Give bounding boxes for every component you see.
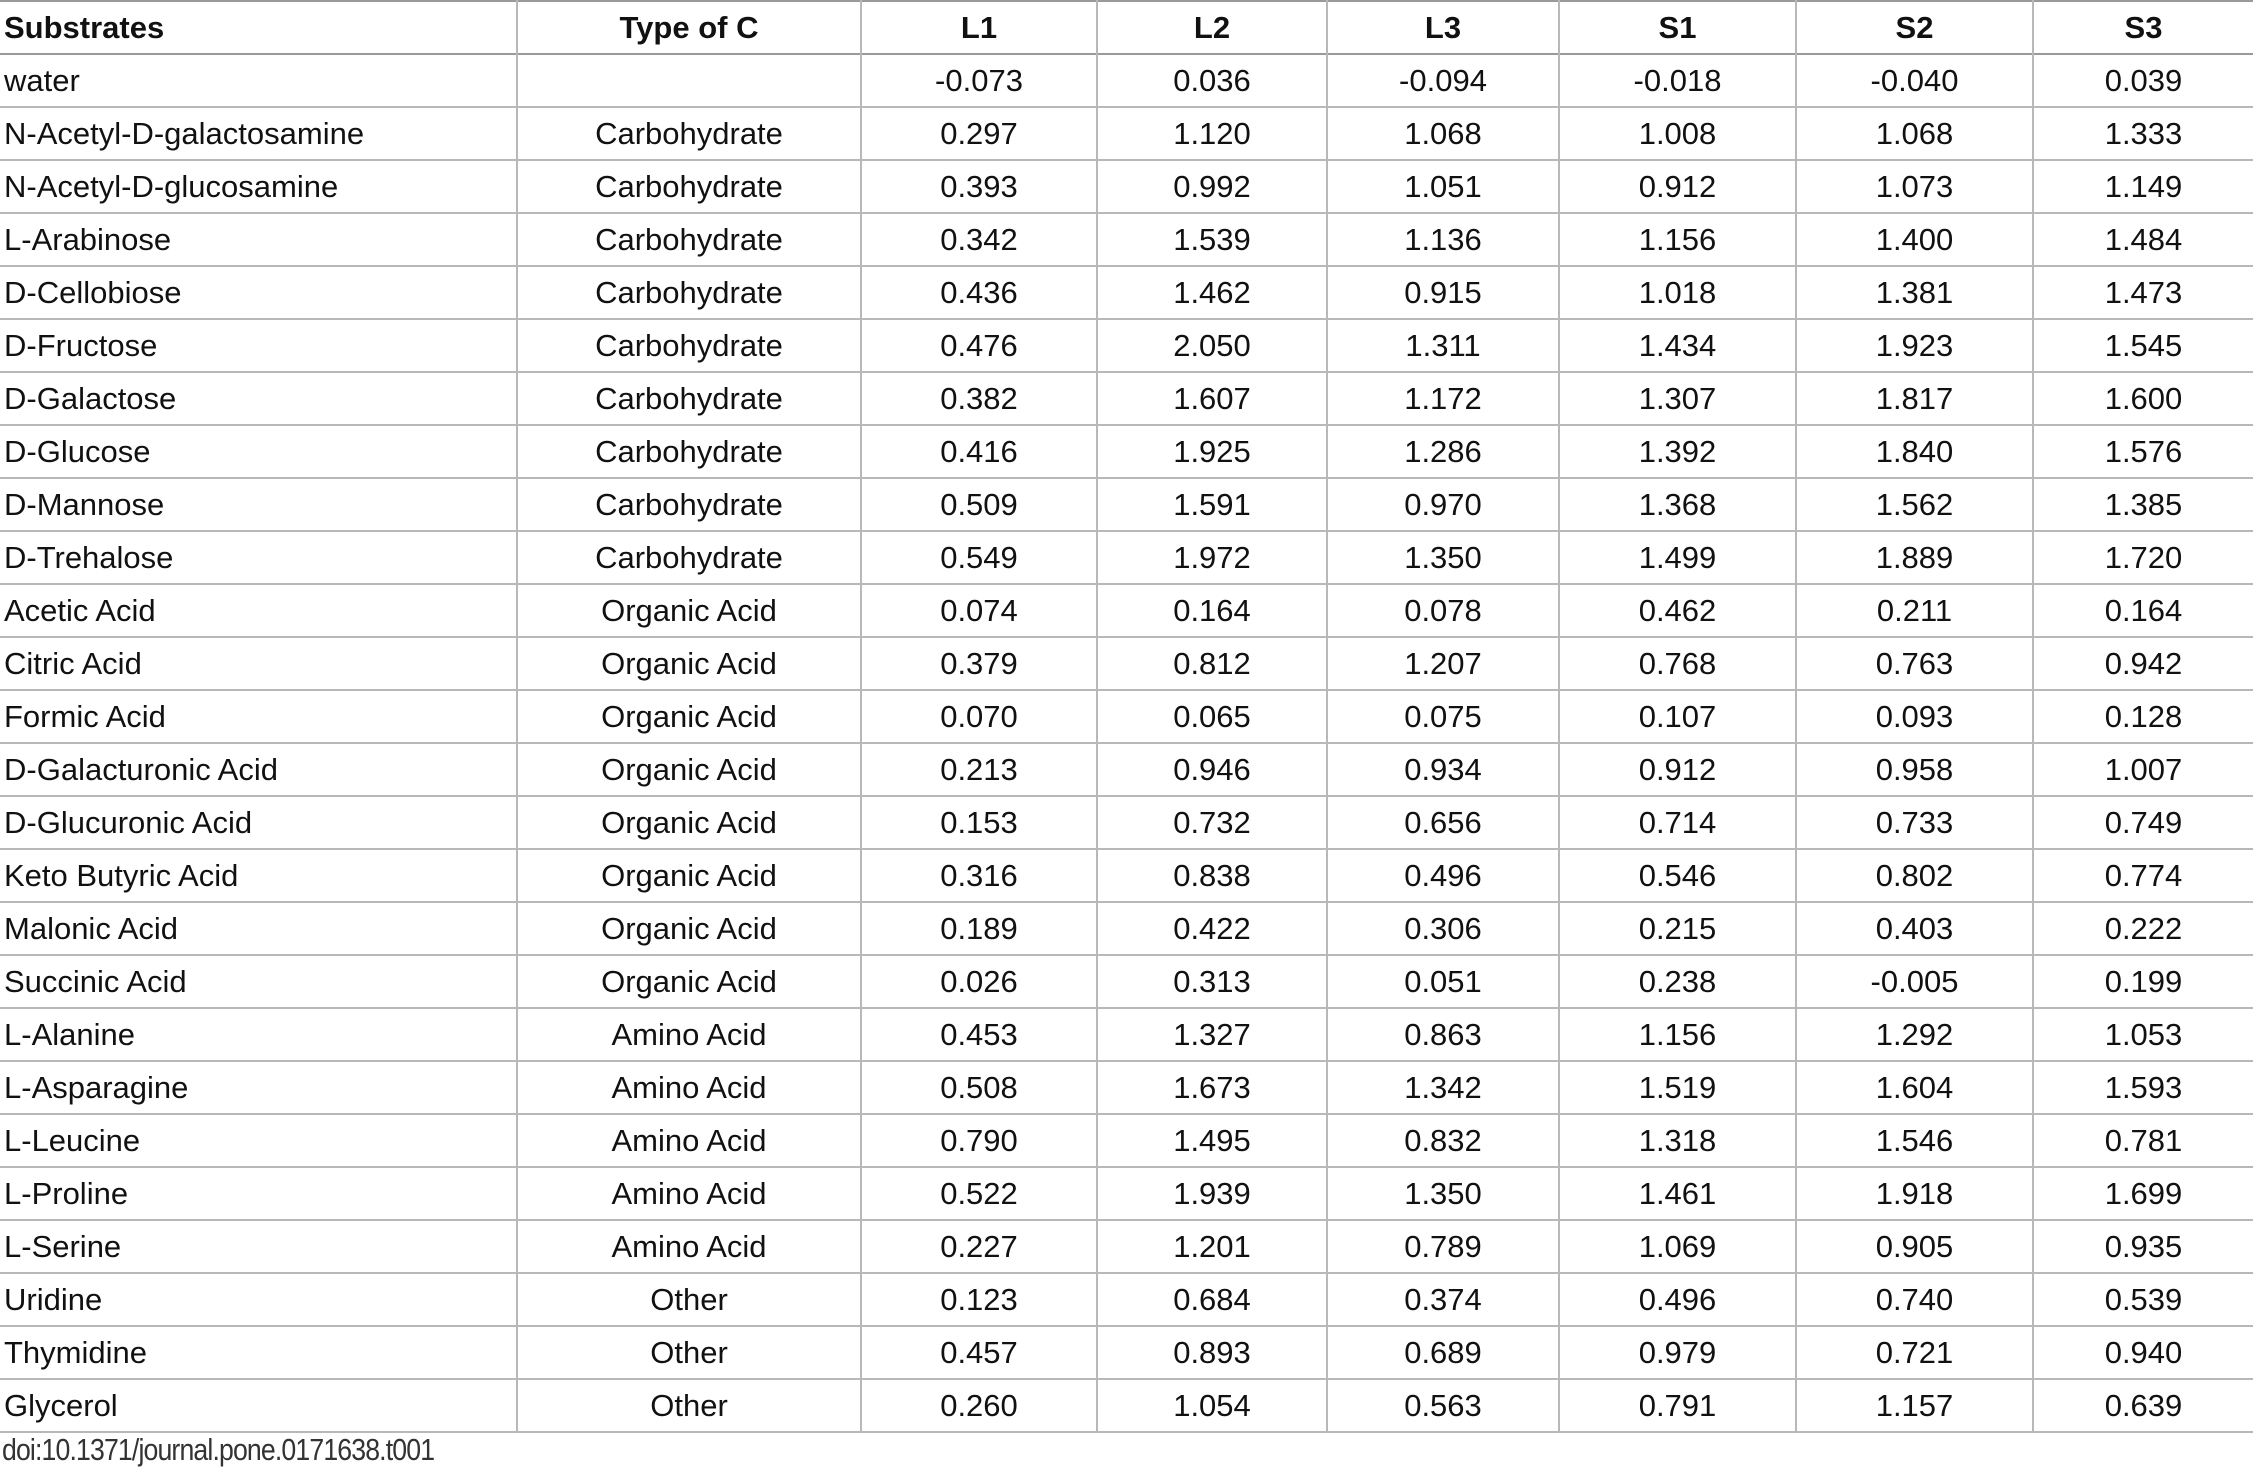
s2-cell: 1.068 [1796,107,2033,160]
l1-cell: 0.189 [861,902,1097,955]
table-row [0,1061,2253,1114]
table-row [0,796,2253,849]
substrate-cell: L-Serine [0,1220,517,1273]
s3-cell: 0.128 [2033,690,2253,743]
s2-cell: 1.400 [1796,213,2033,266]
s2-cell: 1.292 [1796,1008,2033,1061]
substrate-cell: L-Proline [0,1167,517,1220]
s2-cell: 1.817 [1796,372,2033,425]
l1-cell: 0.074 [861,584,1097,637]
l2-cell: 1.054 [1097,1379,1327,1432]
l1-cell: 0.316 [861,849,1097,902]
s1-cell: 0.791 [1559,1379,1796,1432]
l3-cell: 0.689 [1327,1326,1559,1379]
substrate-cell: Formic Acid [0,690,517,743]
substrate-cell: D-Galactose [0,372,517,425]
table-row [0,1326,2253,1379]
l3-cell: 0.915 [1327,266,1559,319]
substrate-cell: Citric Acid [0,637,517,690]
l1-cell: 0.508 [861,1061,1097,1114]
l1-cell: 0.227 [861,1220,1097,1273]
l2-cell: 1.591 [1097,478,1327,531]
s2-cell: 0.905 [1796,1220,2033,1273]
l3-cell: 0.051 [1327,955,1559,1008]
table-row [0,743,2253,796]
table-row [0,637,2253,690]
s1-cell: 0.979 [1559,1326,1796,1379]
l2-cell: 0.838 [1097,849,1327,902]
s3-cell: 1.699 [2033,1167,2253,1220]
type-cell: Organic Acid [517,796,861,849]
s2-cell: 0.763 [1796,637,2033,690]
l3-cell: 1.051 [1327,160,1559,213]
s2-cell: 0.211 [1796,584,2033,637]
table-row [0,213,2253,266]
l1-cell: 0.297 [861,107,1097,160]
s2-cell: 1.562 [1796,478,2033,531]
s2-cell: 1.889 [1796,531,2033,584]
s2-cell: 1.840 [1796,425,2033,478]
table-row [0,160,2253,213]
type-cell: Amino Acid [517,1220,861,1273]
substrate-cell: Acetic Acid [0,584,517,637]
s1-cell: 0.215 [1559,902,1796,955]
header-s3: S3 [2033,1,2253,54]
type-cell [517,54,861,107]
l1-cell: -0.073 [861,54,1097,107]
l3-cell: 0.306 [1327,902,1559,955]
type-cell: Carbohydrate [517,213,861,266]
header-substrates: Substrates [0,1,517,54]
substrate-cell: D-Galacturonic Acid [0,743,517,796]
l3-cell: 1.172 [1327,372,1559,425]
s1-cell: 1.434 [1559,319,1796,372]
l2-cell: 1.462 [1097,266,1327,319]
l3-cell: 1.311 [1327,319,1559,372]
table-row [0,1167,2253,1220]
s3-cell: 1.720 [2033,531,2253,584]
s3-cell: 0.639 [2033,1379,2253,1432]
substrate-cell: D-Glucuronic Acid [0,796,517,849]
s2-cell: 0.733 [1796,796,2033,849]
l2-cell: 0.036 [1097,54,1327,107]
l3-cell: 1.207 [1327,637,1559,690]
header-type-of-c: Type of C [517,1,861,54]
type-cell: Organic Acid [517,637,861,690]
l3-cell: 0.656 [1327,796,1559,849]
s1-cell: 1.519 [1559,1061,1796,1114]
l3-cell: 0.078 [1327,584,1559,637]
l2-cell: 1.495 [1097,1114,1327,1167]
l1-cell: 0.379 [861,637,1097,690]
l3-cell: 0.970 [1327,478,1559,531]
substrate-cell: Keto Butyric Acid [0,849,517,902]
l1-cell: 0.260 [861,1379,1097,1432]
s3-cell: 0.781 [2033,1114,2253,1167]
s1-cell: 0.912 [1559,160,1796,213]
s2-cell: 0.740 [1796,1273,2033,1326]
type-cell: Other [517,1326,861,1379]
type-cell: Amino Acid [517,1061,861,1114]
table-row [0,1273,2253,1326]
header-s1: S1 [1559,1,1796,54]
substrate-cell: N-Acetyl-D-galactosamine [0,107,517,160]
s3-cell: 1.053 [2033,1008,2253,1061]
l1-cell: 0.123 [861,1273,1097,1326]
table-row [0,1008,2253,1061]
substrate-cell: D-Fructose [0,319,517,372]
table-row [0,319,2253,372]
table-row [0,107,2253,160]
l3-cell: 1.342 [1327,1061,1559,1114]
type-cell: Carbohydrate [517,372,861,425]
l2-cell: 0.812 [1097,637,1327,690]
s1-cell: 1.307 [1559,372,1796,425]
table-row [0,425,2253,478]
header-l2: L2 [1097,1,1327,54]
l2-cell: 1.925 [1097,425,1327,478]
substrate-cell: D-Trehalose [0,531,517,584]
l3-cell: 0.374 [1327,1273,1559,1326]
l1-cell: 0.416 [861,425,1097,478]
s3-cell: 0.039 [2033,54,2253,107]
table-row [0,690,2253,743]
l2-cell: 0.946 [1097,743,1327,796]
l3-cell: 1.286 [1327,425,1559,478]
l2-cell: 1.327 [1097,1008,1327,1061]
s2-cell: 1.381 [1796,266,2033,319]
substrate-cell: L-Arabinose [0,213,517,266]
table-row [0,531,2253,584]
type-cell: Other [517,1273,861,1326]
table-row [0,955,2253,1008]
s3-cell: 1.149 [2033,160,2253,213]
s1-cell: 1.156 [1559,213,1796,266]
s1-cell: 0.462 [1559,584,1796,637]
s2-cell: 1.604 [1796,1061,2033,1114]
s3-cell: 1.593 [2033,1061,2253,1114]
s1-cell: 0.714 [1559,796,1796,849]
s3-cell: 0.940 [2033,1326,2253,1379]
s2-cell: 0.958 [1796,743,2033,796]
s3-cell: 0.942 [2033,637,2253,690]
s3-cell: 1.333 [2033,107,2253,160]
substrate-cell: Uridine [0,1273,517,1326]
s2-cell: 0.721 [1796,1326,2033,1379]
l1-cell: 0.393 [861,160,1097,213]
type-cell: Carbohydrate [517,319,861,372]
substrate-cell: L-Alanine [0,1008,517,1061]
l2-cell: 0.732 [1097,796,1327,849]
l3-cell: 1.068 [1327,107,1559,160]
s3-cell: 1.385 [2033,478,2253,531]
table-header-row [0,1,2253,54]
substrate-cell: Succinic Acid [0,955,517,1008]
type-cell: Organic Acid [517,584,861,637]
table-row [0,1114,2253,1167]
l2-cell: 2.050 [1097,319,1327,372]
doi-caption: doi:10.1371/journal.pone.0171638.t001 [2,1432,435,1467]
l1-cell: 0.436 [861,266,1097,319]
l2-cell: 1.539 [1097,213,1327,266]
s1-cell: 0.107 [1559,690,1796,743]
type-cell: Organic Acid [517,690,861,743]
l2-cell: 0.893 [1097,1326,1327,1379]
l3-cell: 1.350 [1327,1167,1559,1220]
table-row [0,266,2253,319]
l2-cell: 0.065 [1097,690,1327,743]
s1-cell: 1.499 [1559,531,1796,584]
s1-cell: 1.008 [1559,107,1796,160]
type-cell: Organic Acid [517,743,861,796]
substrate-cell: Thymidine [0,1326,517,1379]
type-cell: Carbohydrate [517,425,861,478]
substrate-cell: L-Leucine [0,1114,517,1167]
s1-cell: 1.018 [1559,266,1796,319]
type-cell: Organic Acid [517,955,861,1008]
s2-cell: -0.040 [1796,54,2033,107]
s3-cell: 0.222 [2033,902,2253,955]
s1-cell: 0.546 [1559,849,1796,902]
substrate-cell: D-Cellobiose [0,266,517,319]
s1-cell: 0.912 [1559,743,1796,796]
s1-cell: 1.368 [1559,478,1796,531]
s3-cell: 0.935 [2033,1220,2253,1273]
substrate-cell: D-Mannose [0,478,517,531]
s2-cell: 1.918 [1796,1167,2033,1220]
l2-cell: 1.673 [1097,1061,1327,1114]
type-cell: Other [517,1379,861,1432]
l2-cell: 1.607 [1097,372,1327,425]
s2-cell: 0.802 [1796,849,2033,902]
l2-cell: 0.422 [1097,902,1327,955]
s2-cell: -0.005 [1796,955,2033,1008]
table-row [0,372,2253,425]
s1-cell: 1.069 [1559,1220,1796,1273]
l2-cell: 1.120 [1097,107,1327,160]
substrate-cell: N-Acetyl-D-glucosamine [0,160,517,213]
l1-cell: 0.026 [861,955,1097,1008]
s1-cell: 0.238 [1559,955,1796,1008]
s1-cell: 1.392 [1559,425,1796,478]
l2-cell: 0.684 [1097,1273,1327,1326]
s1-cell: -0.018 [1559,54,1796,107]
l2-cell: 1.972 [1097,531,1327,584]
header-l1: L1 [861,1,1097,54]
table-row [0,849,2253,902]
l3-cell: 0.863 [1327,1008,1559,1061]
l2-cell: 0.313 [1097,955,1327,1008]
s3-cell: 0.539 [2033,1273,2253,1326]
l3-cell: 0.563 [1327,1379,1559,1432]
type-cell: Carbohydrate [517,160,861,213]
l1-cell: 0.457 [861,1326,1097,1379]
type-cell: Organic Acid [517,902,861,955]
s2-cell: 1.157 [1796,1379,2033,1432]
substrate-cell: Glycerol [0,1379,517,1432]
s3-cell: 0.749 [2033,796,2253,849]
l2-cell: 0.992 [1097,160,1327,213]
l3-cell: 1.136 [1327,213,1559,266]
l3-cell: 0.934 [1327,743,1559,796]
header-l3: L3 [1327,1,1559,54]
table-row [0,478,2253,531]
s2-cell: 1.923 [1796,319,2033,372]
s3-cell: 0.774 [2033,849,2253,902]
l2-cell: 1.939 [1097,1167,1327,1220]
table-row [0,1220,2253,1273]
type-cell: Carbohydrate [517,478,861,531]
s1-cell: 1.461 [1559,1167,1796,1220]
l1-cell: 0.453 [861,1008,1097,1061]
substrate-cell: L-Asparagine [0,1061,517,1114]
l1-cell: 0.213 [861,743,1097,796]
l3-cell: 0.075 [1327,690,1559,743]
table-body [0,54,2253,1432]
substrate-cell: water [0,54,517,107]
l3-cell: 0.832 [1327,1114,1559,1167]
l3-cell: 0.789 [1327,1220,1559,1273]
s1-cell: 1.318 [1559,1114,1796,1167]
type-cell: Amino Acid [517,1167,861,1220]
s3-cell: 1.007 [2033,743,2253,796]
type-cell: Carbohydrate [517,531,861,584]
type-cell: Carbohydrate [517,107,861,160]
l1-cell: 0.549 [861,531,1097,584]
substrate-cell: Malonic Acid [0,902,517,955]
table-row [0,54,2253,107]
s3-cell: 1.600 [2033,372,2253,425]
l3-cell: 0.496 [1327,849,1559,902]
table-row [0,1379,2253,1432]
l1-cell: 0.153 [861,796,1097,849]
table-row [0,902,2253,955]
type-cell: Amino Acid [517,1008,861,1061]
type-cell: Carbohydrate [517,266,861,319]
s1-cell: 0.496 [1559,1273,1796,1326]
table-row [0,584,2253,637]
s2-cell: 0.403 [1796,902,2033,955]
l3-cell: -0.094 [1327,54,1559,107]
s3-cell: 0.199 [2033,955,2253,1008]
l3-cell: 1.350 [1327,531,1559,584]
s3-cell: 0.164 [2033,584,2253,637]
l1-cell: 0.509 [861,478,1097,531]
s1-cell: 1.156 [1559,1008,1796,1061]
s2-cell: 0.093 [1796,690,2033,743]
l1-cell: 0.522 [861,1167,1097,1220]
l1-cell: 0.476 [861,319,1097,372]
l1-cell: 0.070 [861,690,1097,743]
l2-cell: 1.201 [1097,1220,1327,1273]
type-cell: Amino Acid [517,1114,861,1167]
s2-cell: 1.546 [1796,1114,2033,1167]
s2-cell: 1.073 [1796,160,2033,213]
s3-cell: 1.484 [2033,213,2253,266]
substrate-cell: D-Glucose [0,425,517,478]
type-cell: Organic Acid [517,849,861,902]
l1-cell: 0.382 [861,372,1097,425]
l1-cell: 0.790 [861,1114,1097,1167]
header-s2: S2 [1796,1,2033,54]
s3-cell: 1.473 [2033,266,2253,319]
s3-cell: 1.576 [2033,425,2253,478]
l1-cell: 0.342 [861,213,1097,266]
s1-cell: 0.768 [1559,637,1796,690]
s3-cell: 1.545 [2033,319,2253,372]
l2-cell: 0.164 [1097,584,1327,637]
